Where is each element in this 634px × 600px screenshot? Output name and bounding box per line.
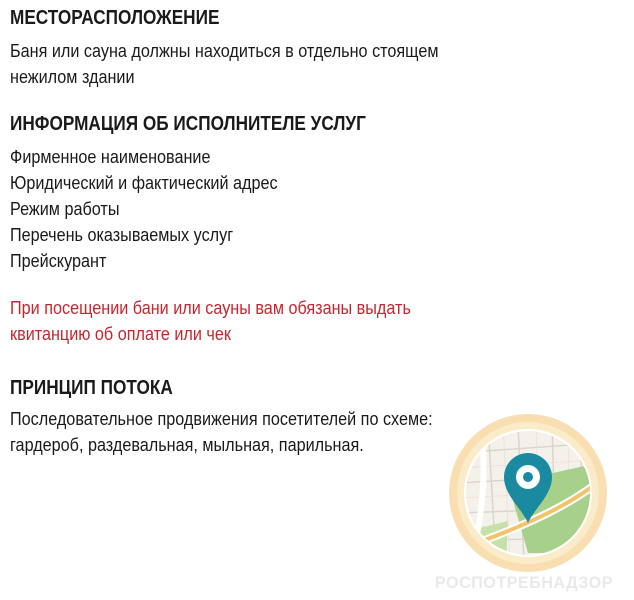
receipt-notice — [10, 295, 455, 347]
notice-text-line: При посещении бани или сауны вам обязаны выдать — [10, 298, 411, 318]
provider-list-item: Перечень оказываемых услуг — [10, 225, 234, 245]
flow-heading: ПРИНЦИП ПОТОКА — [10, 377, 173, 399]
flow-text-line: гардероб, раздевальная, мыльная, парильная. — [10, 435, 364, 455]
location-text-line: нежилом здании — [10, 67, 135, 87]
location-heading: МЕСТОРАСПОЛОЖЕНИЕ — [10, 7, 220, 29]
provider-list-item: Режим работы — [10, 199, 120, 219]
flow-section — [10, 376, 480, 458]
provider-heading: ИНФОРМАЦИЯ ОБ ИСПОЛНИТЕЛЕ УСЛУГ — [10, 113, 366, 135]
location-section — [10, 6, 486, 90]
notice-text-line: квитанцию об оплате или чек — [10, 324, 231, 344]
provider-list-item: Прейскурант — [10, 251, 107, 271]
watermark: РОСПОТРЕБНАДЗОР — [435, 573, 613, 592]
map-pin-icon — [448, 413, 608, 573]
flow-text-line: Последовательное продвижения посетителей по схеме: — [10, 409, 433, 429]
provider-list-item: Фирменное наименование — [10, 147, 211, 167]
provider-list-item: Юридический и фактический адрес — [10, 173, 278, 193]
provider-section — [10, 112, 424, 274]
location-text-line: Баня или сауна должны находиться в отдельно стоящем — [10, 41, 439, 61]
